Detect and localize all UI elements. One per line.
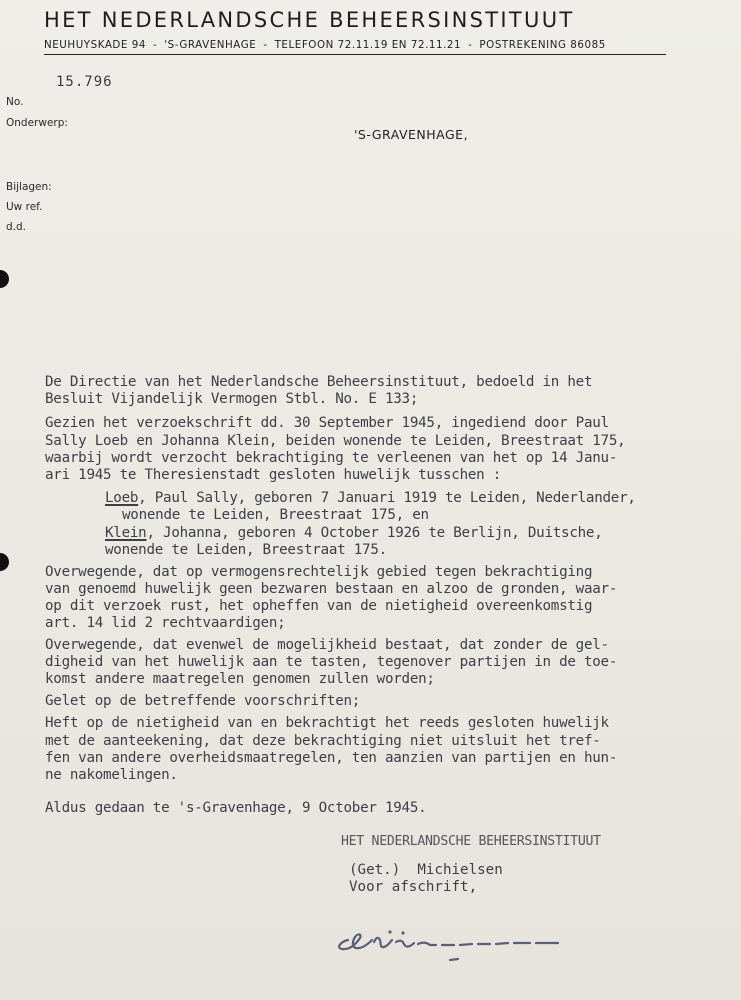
punch-hole	[0, 553, 9, 571]
text-line: Overwegende, dat evenwel de mogelijkheid bestaat, dat zonder de gel-	[45, 636, 609, 653]
party-line	[105, 525, 713, 542]
field-label-subject: Onderwerp:	[6, 117, 68, 129]
closing-line: Aldus gedaan te 's-Gravenhage, 9 October 1945.	[45, 800, 427, 817]
signed-by: (Get.) Michielsen	[349, 862, 503, 878]
text-line: op dit verzoek rust, het opheffen van de nietigheid overeenkomstig	[45, 598, 593, 615]
text-line: Sally Loeb en Johanna Klein, beiden wonende te Leiden, Breestraat 175,	[45, 432, 626, 449]
letterhead-postal-account: POSTREKENING 86085	[479, 39, 606, 51]
text-line: waarbij wordt verzocht bekrachtiging te verleenen van het op 14 Janu-	[45, 449, 618, 466]
text-line: Gezien het verzoekschrift dd. 30 September 1945, ingediend door Paul	[45, 415, 609, 432]
reference-number: 15.796	[56, 74, 113, 90]
text-line: Overwegende, dat op vermogensrechtelijk gebied tegen bekrachtiging	[45, 563, 593, 580]
decision-text	[45, 374, 713, 817]
text-line: Besluit Vijandelijk Vermogen Stbl. No. E 133;	[45, 391, 419, 408]
punch-hole	[0, 270, 9, 288]
paragraph-considering-2	[45, 637, 713, 689]
text-line: Heft op de nietigheid van en bekrachtigt het reeds gesloten huwelijk	[45, 715, 609, 732]
field-label-your-ref: Uw ref.	[6, 201, 43, 213]
party-line	[105, 490, 713, 507]
text-line: art. 14 lid 2 rechtvaardigen;	[45, 615, 286, 632]
signature-org-stamp: HET NEDERLANDSCHE BEHEERSINSTITUUT	[341, 834, 601, 849]
text-line: fen van andere overheidsmaatregelen, ten aanzien van partijen en hun-	[45, 749, 618, 766]
paragraph-decision	[45, 715, 713, 784]
letterhead-address-line: NEUHUYSKADE 94 - 'S-GRAVENHAGE - TELEFOON 72.11.19 EN 72.11.21 - POSTREKENING 86085	[44, 39, 606, 51]
text-line: ari 1945 te Theresienstadt gesloten huwelijk tusschen :	[45, 466, 502, 483]
text-line: De Directie van het Nederlandsche Beheersinstituut, bedoeld in het	[45, 374, 593, 390]
parties-list	[45, 490, 713, 559]
paragraph-considering-1	[45, 564, 713, 633]
copy-note: Voor afschrift,	[349, 879, 478, 895]
letterhead-city: 'S-GRAVENHAGE	[164, 39, 257, 51]
paragraph-having-regard	[45, 693, 713, 710]
party-surname: Loeb	[105, 490, 139, 507]
party-details: , Paul Sally, geboren 7 Januari 1919 te Leiden, Nederlander,	[138, 490, 636, 507]
text-line: digheid van het huwelijk aan te tasten, tegenover partijen in de toe-	[45, 653, 618, 670]
text-line: Gelet op de betreffende voorschriften;	[45, 693, 361, 710]
paragraph-preamble	[45, 374, 713, 408]
field-label-attachments: Bijlagen:	[6, 181, 52, 193]
text-line: van genoemd huwelijk geen bezwaren bestaan en alzoo de gronden, waar-	[45, 581, 618, 598]
text-line: ne nakomelingen.	[45, 766, 178, 783]
handwritten-signature	[330, 918, 570, 968]
letterhead-phone: TELEFOON 72.11.19 EN 72.11.21	[274, 39, 462, 51]
text-line: met de aanteekening, dat deze bekrachtiging niet uitsluit het tref-	[45, 732, 601, 749]
party-address: wonende te Leiden, Breestraat 175.	[105, 541, 387, 558]
party-address: wonende te Leiden, Breestraat 175, en	[122, 507, 429, 524]
letterhead-address: NEUHUYSKADE 94	[44, 39, 146, 51]
party-surname: Klein	[105, 524, 147, 541]
letterhead-title: HET NEDERLANDSCHE BEHEERSINSTITUUT	[44, 8, 575, 32]
text-line: komst andere maatregelen genomen zullen worden;	[45, 671, 435, 687]
paragraph-petition	[45, 415, 713, 484]
party-details: , Johanna, geboren 4 October 1926 te Berlijn, Duitsche,	[146, 524, 603, 541]
place-heading: 'S-GRAVENHAGE,	[354, 127, 469, 142]
field-label-no: No.	[6, 96, 24, 108]
letterhead-rule	[44, 54, 666, 55]
field-label-date: d.d.	[6, 221, 27, 233]
